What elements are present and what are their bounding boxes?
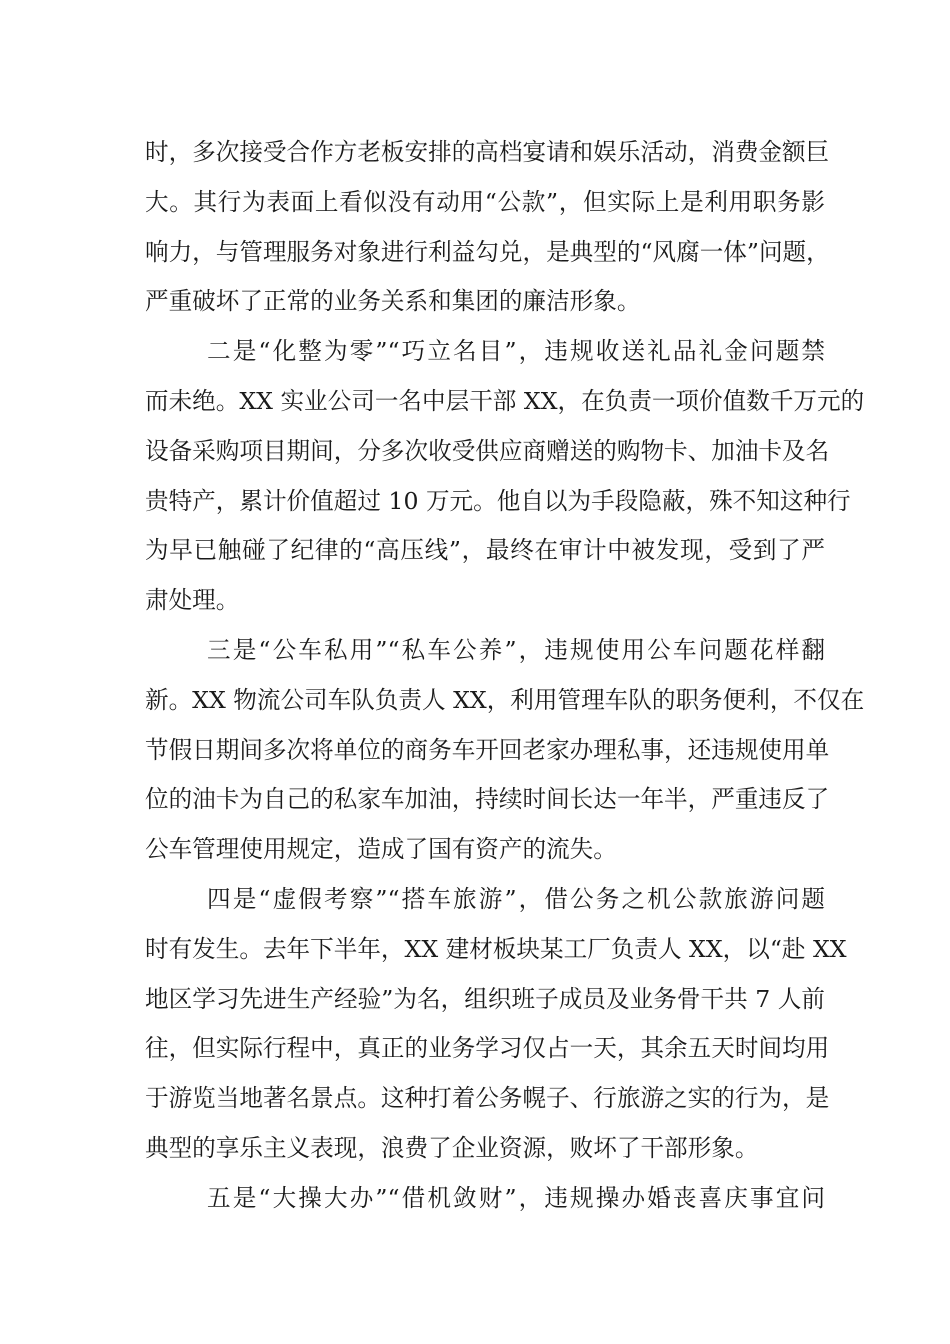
paragraph [145, 626, 865, 875]
text-line: 新。XX 物流公司车队负责人 XX，利用管理车队的职务便利，不仅在 [145, 685, 865, 714]
text-line: 肃处理。 [145, 586, 240, 615]
text-line: 往，但实际行程中，真正的业务学习仅占一天，其余五天时间均用 [145, 1034, 830, 1063]
text-line: 而未绝。XX 实业公司一名中层干部 XX，在负责一项价值数千万元的 [145, 386, 865, 415]
text-line: 时有发生。去年下半年，XX 建材板块某工厂负责人 XX，以“赴 XX [145, 934, 847, 963]
text-line: 节假日期间多次将单位的商务车开回老家办理私事，还违规使用单 [145, 735, 830, 764]
text-line: 典型的享乐主义表现，浪费了企业资源，败坏了干部形象。 [145, 1133, 759, 1162]
text-line: 二是“化整为零”“巧立名目”，违规收送礼品礼金问题禁 [207, 337, 825, 366]
text-line: 公车管理使用规定，造成了国有资产的流失。 [145, 835, 617, 864]
text-line: 五是“大操大办”“借机敛财”，违规操办婚丧喜庆事宜问 [207, 1183, 825, 1212]
paragraph [145, 1174, 825, 1224]
text-line: 位的油卡为自己的私家车加油，持续时间长达一年半，严重违反了 [145, 785, 830, 814]
paragraph [145, 875, 847, 1174]
text-line: 为早已触碰了纪律的“高压线”，最终在审计中被发现，受到了严 [145, 536, 825, 565]
text-line: 时，多次接受合作方老板安排的高档宴请和娱乐活动，消费金额巨 [145, 138, 830, 166]
text-line: 严重破坏了正常的业务关系和集团的廉洁形象。 [145, 287, 641, 316]
text-line: 大。其行为表面上看似没有动用“公款”，但实际上是利用职务影 [145, 187, 825, 216]
paragraph [145, 128, 830, 327]
text-line: 四是“虚假考察”“搭车旅游”，借公务之机公款旅游问题 [207, 884, 825, 913]
text-line: 三是“公车私用”“私车公养”，违规使用公车问题花样翻 [207, 635, 825, 664]
text-line: 响力，与管理服务对象进行利益勾兑，是典型的“风腐一体”问题， [145, 237, 830, 266]
text-line: 地区学习先进生产经验”为名，组织班子成员及业务骨干共 7 人前 [145, 984, 825, 1013]
text-line: 设备采购项目期间，分多次收受供应商赠送的购物卡、加油卡及名 [145, 436, 830, 465]
document-body [145, 128, 865, 1224]
paragraph [145, 327, 865, 626]
text-line: 贵特产，累计价值超过 10 万元。他自以为手段隐蔽，殊不知这种行 [145, 486, 851, 515]
text-line: 于游览当地著名景点。这种打着公务幌子、行旅游之实的行为，是 [145, 1084, 830, 1113]
